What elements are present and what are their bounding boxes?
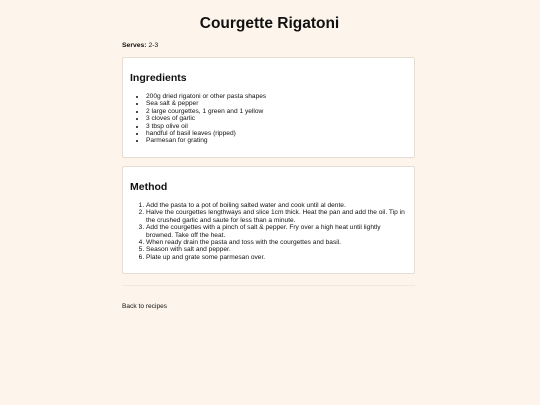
page-title: Courgette Rigatoni bbox=[199, 15, 340, 32]
method-step: 1. Add the pasta to a pot of boiling salted water and cook until al dente. bbox=[146, 202, 408, 209]
back-to-recipes-link[interactable]: Back to recipes bbox=[122, 303, 168, 310]
method-steps-list bbox=[146, 202, 408, 261]
method-step: 6. Plate up and grate some parmesan over. bbox=[146, 254, 408, 261]
method-card bbox=[122, 166, 415, 274]
ingredient-item: • 2 large courgettes, 1 green and 1 yellow bbox=[146, 108, 408, 115]
ingredient-item: • 200g dried rigatoni or other pasta shapes bbox=[146, 93, 408, 100]
method-step: 3. Add the courgettes with a pinch of salt & pepper. Fry over a high heat until lightly browned. Take off the heat. bbox=[146, 224, 408, 239]
footer-divider bbox=[122, 285, 415, 286]
ingredient-item: • handful of basil leaves (ripped) bbox=[146, 130, 408, 137]
ingredient-item: • Sea salt & pepper bbox=[146, 100, 408, 107]
ingredient-item: • 3 tbsp olive oil bbox=[146, 123, 408, 130]
method-step: 2. Halve the courgettes lengthways and slice 1cm thick. Heat the pan and add the oil. Tip in the crushed garlic and saute for less than a minute. bbox=[146, 209, 408, 224]
serves-label: Serves: bbox=[122, 42, 147, 49]
serves-value: 2-3 bbox=[148, 42, 159, 49]
method-step: 4. When ready drain the pasta and toss with the courgettes and basil. bbox=[146, 239, 408, 246]
method-heading: Method bbox=[130, 181, 168, 193]
ingredients-list bbox=[146, 93, 408, 145]
serves-line bbox=[122, 41, 158, 50]
ingredient-item: • 3 cloves of garlic bbox=[146, 115, 408, 122]
method-step: 5. Season with salt and pepper. bbox=[146, 246, 408, 253]
ingredients-heading: Ingredients bbox=[130, 72, 187, 84]
ingredients-card bbox=[122, 57, 415, 158]
ingredient-item: • Parmesan for grating bbox=[146, 137, 408, 144]
